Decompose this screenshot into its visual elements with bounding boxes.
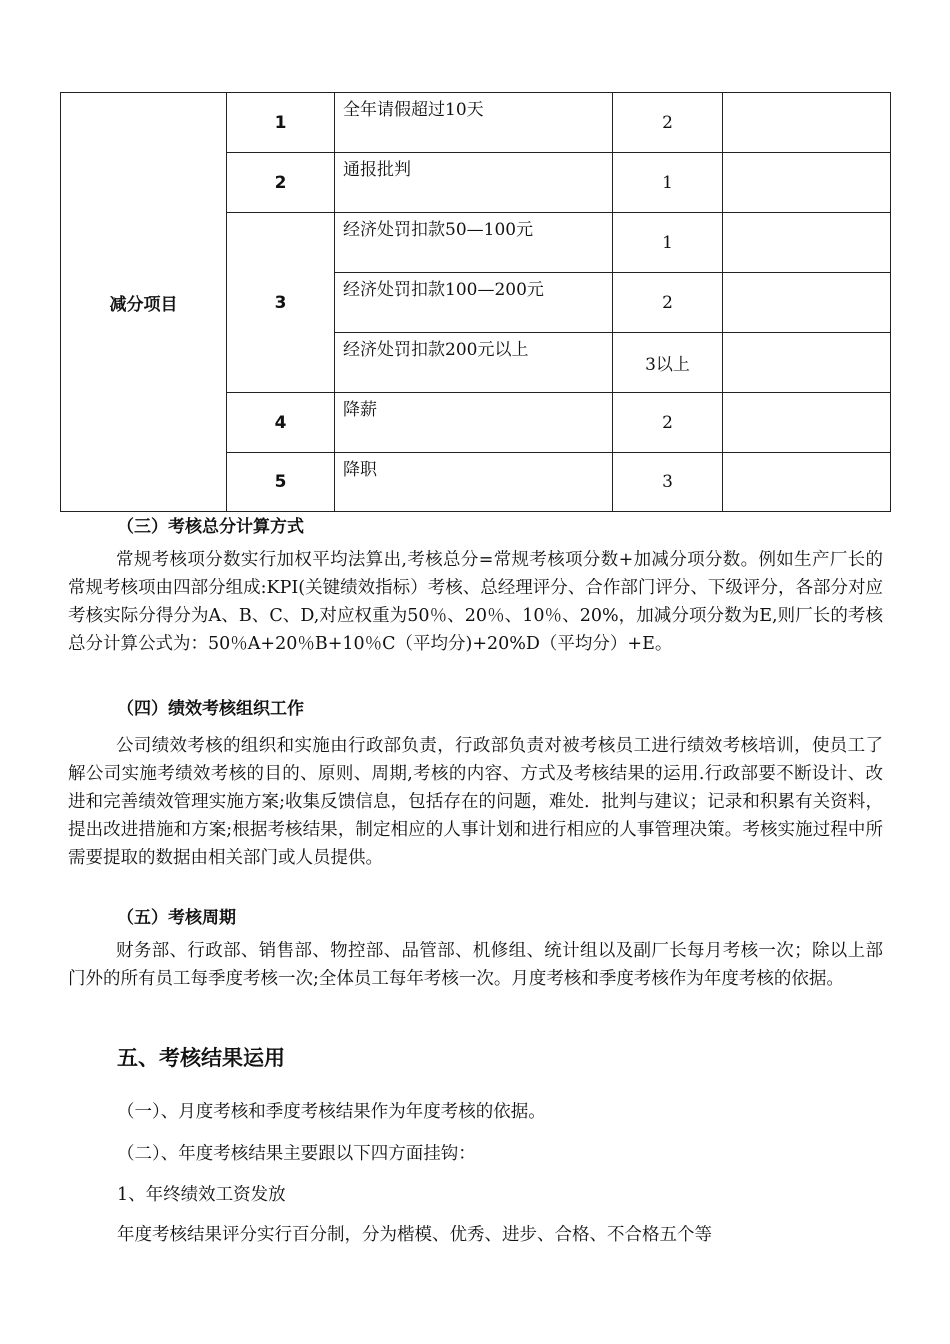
item-number: 4 xyxy=(227,393,335,453)
item-note xyxy=(723,213,891,273)
item-note xyxy=(723,93,891,153)
item-note xyxy=(723,153,891,213)
item-description: 降薪 xyxy=(335,393,613,453)
item-number: 1 xyxy=(227,93,335,153)
section-3-title: （三）考核总分计算方式 xyxy=(117,517,304,537)
section-4-title: （四）绩效考核组织工作 xyxy=(117,699,304,719)
item-score: 3以上 xyxy=(613,333,723,393)
item-note xyxy=(723,453,891,512)
item-score: 2 xyxy=(613,273,723,333)
item-note xyxy=(723,333,891,393)
item-number: 5 xyxy=(227,453,335,512)
chapter-5-sub-1-text: 年度考核结果评分实行百分制，分为楷模、优秀、进步、合格、不合格五个等 xyxy=(117,1225,712,1245)
category-cell: 减分项目 xyxy=(61,93,227,512)
section-4-text: 公司绩效考核的组织和实施由行政部负责，行政部负责对被考核员工进行绩效考核培训，使员工了解公司实施考绩效考核的目的、原则、周期,考核的内容、方式及考核结果的运用.行政部要不断设计、改进和完善绩效管理实施方案;收集反馈信息，包括存在的问题，难处．批判与建议；记录和积累有关资料，提出改进措施和方案;根据考核结果，制定相应的人事计划和进行相应的人事管理决策。考核实施过程中所需要提取的数据由相关部门或人员提供。 xyxy=(68,736,883,868)
item-description: 降职 xyxy=(335,453,613,512)
item-score: 2 xyxy=(613,93,723,153)
item-description: 经济处罚扣款200元以上 xyxy=(335,333,613,393)
chapter-5-title: 五、考核结果运用 xyxy=(117,1046,285,1070)
item-note xyxy=(723,393,891,453)
section-5-text: 财务部、行政部、销售部、物控部、品管部、机修组、统计组以及副厂长每月考核一次；除以上部门外的所有员工每季度考核一次;全体员工每年考核一次。月度考核和季度考核作为年度考核的依据。 xyxy=(68,941,883,989)
section-3-text: 常规考核项分数实行加权平均法算出,考核总分=常规考核项分数+加减分项分数。例如生产厂长的常规考核项由四部分组成:KPI(关键绩效指标）考核、总经理评分、合作部门评分、下级评分，各部分对应考核实际分得分为A、B、C、D,对应权重为50％、20％、10％、20%，加减分项分数为E,则厂长的考核总分计算公式为：50％A+20％B+10％C（平均分)+20%D（平均分）+E。 xyxy=(68,550,883,654)
item-note xyxy=(723,273,891,333)
section-5-title: （五）考核周期 xyxy=(117,908,236,928)
item-score: 3 xyxy=(613,453,723,512)
item-score: 2 xyxy=(613,393,723,453)
chapter-5-sub-1: 1、年终绩效工资发放 xyxy=(117,1185,286,1205)
item-description: 经济处罚扣款100—200元 xyxy=(335,273,613,333)
item-score: 1 xyxy=(613,213,723,273)
chapter-5-item-1: （一）、月度考核和季度考核结果作为年度考核的依据。 xyxy=(117,1102,546,1122)
item-description: 经济处罚扣款50—100元 xyxy=(335,213,613,273)
chapter-5-item-2: （二）、年度考核结果主要跟以下四方面挂钩： xyxy=(117,1144,476,1164)
item-number: 2 xyxy=(227,153,335,213)
item-description: 全年请假超过10天 xyxy=(335,93,613,153)
item-number: 3 xyxy=(227,213,335,393)
deduction-table xyxy=(60,92,891,512)
item-score: 1 xyxy=(613,153,723,213)
item-description: 通报批判 xyxy=(335,153,613,213)
